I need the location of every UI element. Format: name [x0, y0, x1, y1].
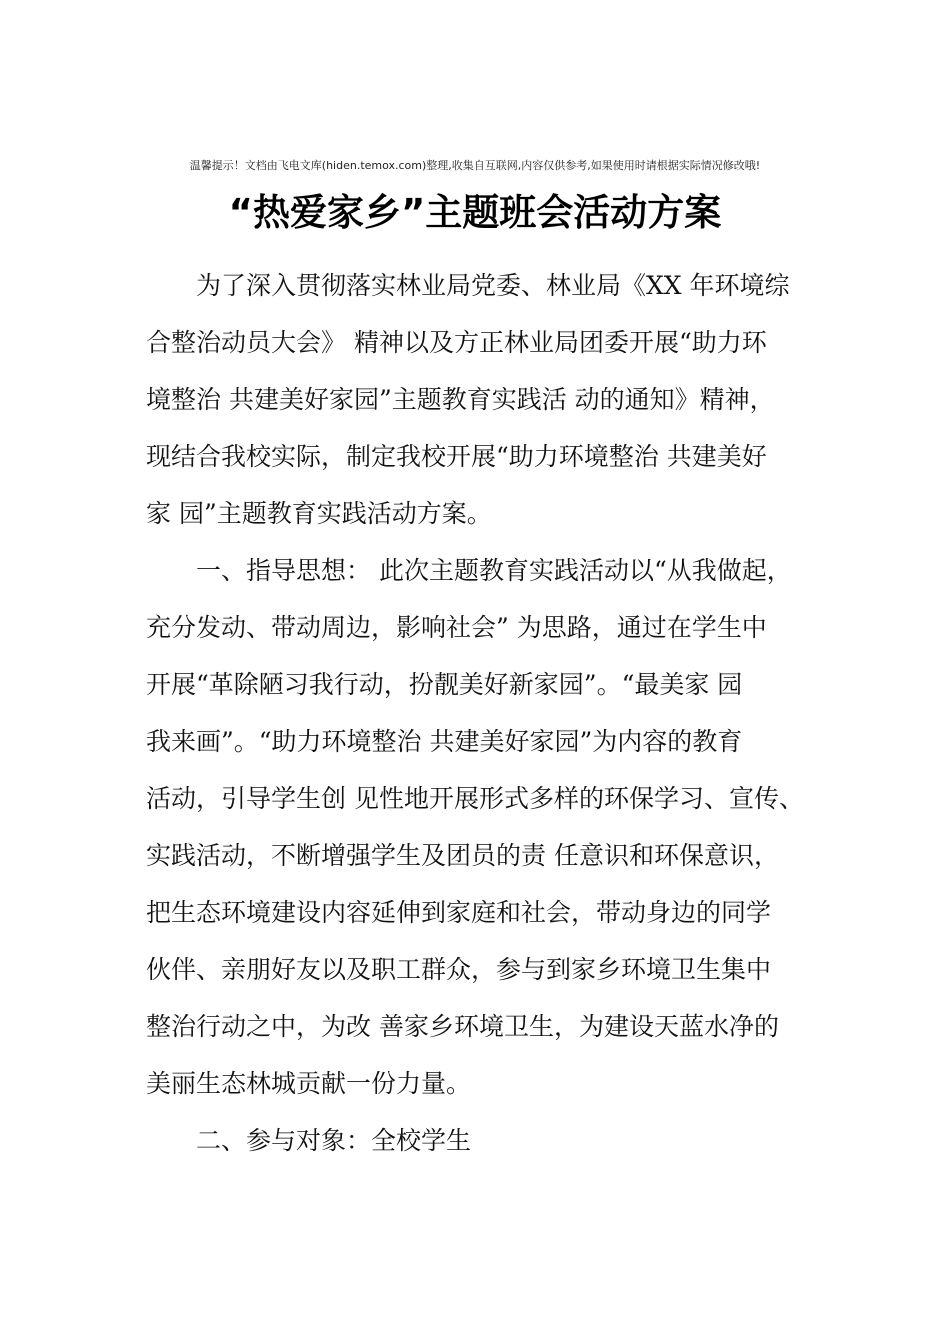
- paragraph-2-line-8: 伙伴、亲朋好友以及职工群众，参与到家乡环境卫生集中: [146, 955, 772, 984]
- header-notice: 温馨提示！文档由飞电文库(hiden.temox.com)整理,收集自互联网,内容仅供参考,如果使用时请根据实际情况修改哦!: [189, 159, 761, 172]
- paragraph-2-line-5: 活动，引导学生创 见性地开展形式多样的环保学习、宣传、: [146, 784, 804, 813]
- paragraph-1-line-5: 家 园”主题教育实践活动方案。: [146, 499, 492, 528]
- paragraph-2-line-7: 把生态环境建设内容延伸到家庭和社会，带动身边的同学: [146, 898, 772, 927]
- paragraph-2-line-6: 实践活动，不断增强学生及团员的责 任意识和环保意识，: [146, 841, 779, 870]
- paragraph-2-line-4: 我来画”。“助力环境整治 共建美好家园”为内容的教育: [146, 727, 743, 756]
- paragraph-1-line-3: 境整治 共建美好家园”主题教育实践活 动的通知》精神，: [146, 385, 775, 414]
- paragraph-1-line-4: 现结合我校实际，制定我校开展“助力环境整治 共建美好: [146, 442, 767, 471]
- paragraph-1-line-1: 为了深入贯彻落实林业局党委、林业局《XX 年环境综: [196, 271, 790, 300]
- paragraph-2-line-1: 一、指导思想： 此次主题教育实践活动以“从我做起，: [196, 556, 792, 585]
- document-title: “热爱家乡”主题班会活动方案: [228, 191, 722, 234]
- paragraph-2-line-10: 美丽生态林城贡献一份力量。: [146, 1069, 472, 1098]
- paragraph-1-line-2: 合整治动员大会》 精神以及方正林业局团委开展“助力环: [146, 328, 767, 357]
- paragraph-2-line-3: 开展“革除陋习我行动，扮靓美好新家园”。“最美家 园: [146, 670, 743, 699]
- paragraph-2-line-9: 整治行动之中，为改 善家乡环境卫生，为建设天蓝水净的: [146, 1012, 779, 1041]
- paragraph-2-line-2: 充分发动、带动周边，影响社会” 为思路，通过在学生中: [146, 613, 767, 642]
- paragraph-3-line-1: 二、参与对象：全校学生: [196, 1126, 472, 1155]
